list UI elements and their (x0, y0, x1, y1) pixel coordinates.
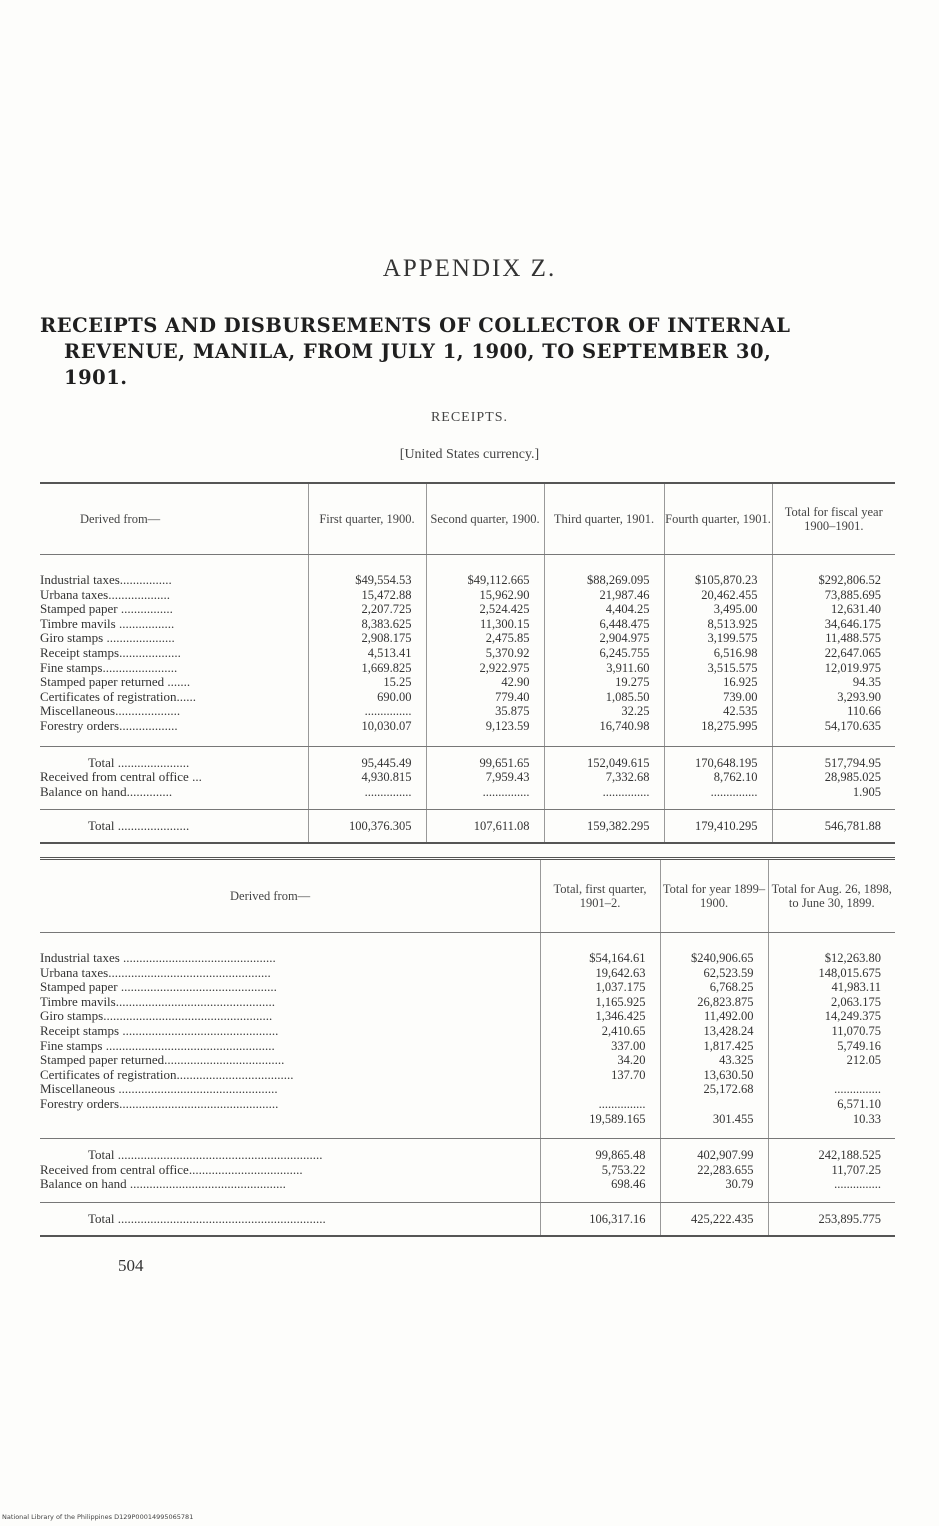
cell-value: 212.05 (768, 1053, 895, 1068)
cell-value: 2,063.175 (768, 995, 895, 1010)
column-header: Derived from— (40, 859, 540, 933)
cell-value: 8,383.625 (308, 617, 426, 632)
cell-value: 15,472.88 (308, 588, 426, 603)
appendix-title: APPENDIX Z. (382, 255, 557, 282)
table-row (40, 933, 895, 966)
table-row (40, 617, 895, 632)
cell-value: 6,245.755 (544, 646, 664, 661)
cell-value: 11,070.75 (768, 1024, 895, 1039)
cell-value: 42.535 (664, 704, 772, 719)
cell-value: 32.25 (544, 704, 664, 719)
cell-value: 54,170.635 (772, 719, 895, 746)
cell-value: 159,382.295 (544, 810, 664, 843)
cell-value: 7,959.43 (426, 770, 544, 785)
cell-value: $49,554.53 (308, 555, 426, 588)
column-header: Third quarter, 1901. (544, 483, 664, 555)
cell-value: 16.925 (664, 675, 772, 690)
cell-value: 106,317.16 (540, 1202, 660, 1235)
cell-value: 107,611.08 (426, 810, 544, 843)
cell-value: 16,740.98 (544, 719, 664, 746)
row-label: Miscellaneous ................................................. (40, 1081, 278, 1097)
row-label: Received from central office................................... (40, 1161, 303, 1177)
cell-value: 779.40 (426, 690, 544, 705)
cell-value: $240,906.65 (660, 933, 768, 966)
table-row (40, 1177, 895, 1202)
cell-value: 1,085.50 (544, 690, 664, 705)
row-label: Timbre mavils................................................. (40, 993, 275, 1009)
main-title-line-1: RECEIPTS AND DISBURSEMENTS OF COLLECTOR OF INTERNAL (40, 314, 791, 337)
table-row (40, 719, 895, 746)
table-row (40, 1112, 895, 1139)
cell-value: 739.00 (664, 690, 772, 705)
table-row (40, 1009, 895, 1024)
section-title: RECEIPTS. (430, 410, 509, 425)
row-label: Fine stamps....................... (40, 659, 178, 675)
cell-value: 148,015.675 (768, 966, 895, 981)
currency-note: [United States currency.] (399, 447, 540, 462)
cell-value: 11,300.15 (426, 617, 544, 632)
row-label: Balance on hand ................................................ (40, 1177, 540, 1202)
row-label: Stamped paper returned..................................... (40, 1052, 285, 1068)
table-row (40, 746, 895, 770)
cell-value: $12,263.80 (768, 933, 895, 966)
row-label: Total ................................................................ (40, 1202, 540, 1235)
row-label: Certificates of registration...... (40, 688, 196, 704)
footer-note: National Library of the Philippines D129P00014995065781 (2, 1513, 194, 1521)
cell-value: 12,631.40 (772, 602, 895, 617)
cell-value: 1.905 (772, 785, 895, 810)
cell-value: 110.66 (772, 704, 895, 719)
cell-value: 3,911.60 (544, 661, 664, 676)
cell-value: 337.00 (540, 1039, 660, 1054)
cell-value: 9,123.59 (426, 719, 544, 746)
table-row (40, 602, 895, 617)
row-label: Received from central office ... (40, 769, 202, 785)
cell-value: 10.33 (768, 1112, 895, 1139)
cell-value: 15.25 (308, 675, 426, 690)
cell-value: 19,642.63 (540, 966, 660, 981)
cell-value: 5,749.16 (768, 1039, 895, 1054)
cell-value: 22,647.065 (772, 646, 895, 661)
cell-value: 1,037.175 (540, 980, 660, 995)
column-header: Fourth quarter, 1901. (664, 483, 772, 555)
cell-value: 19.275 (544, 675, 664, 690)
row-label: Industrial taxes ............................................... (40, 950, 276, 965)
column-header: Second quarter, 1900. (426, 483, 544, 555)
cell-value: 35.875 (426, 704, 544, 719)
cell-value: 517,794.95 (772, 746, 895, 770)
cell-value: 2,207.725 (308, 602, 426, 617)
main-title (40, 313, 900, 391)
column-header: Total for year 1899–1900. (660, 859, 768, 933)
cell-value: 13,428.24 (660, 1024, 768, 1039)
row-label: Forestry orders................................................. (40, 1095, 279, 1111)
table-row (40, 785, 895, 810)
cell-value: 179,410.295 (664, 810, 772, 843)
cell-value: $88,269.095 (544, 555, 664, 588)
cell-value: 301.455 (660, 1112, 768, 1139)
main-title-line-2: REVENUE, MANILA, FROM JULY 1, 1900, TO SEPTEMBER 30, (64, 340, 772, 363)
cell-value: 30.79 (660, 1177, 768, 1202)
table-row (40, 1053, 895, 1068)
table-row (40, 1082, 895, 1097)
cell-value: 402,907.99 (660, 1139, 768, 1163)
cell-value: 95,445.49 (308, 746, 426, 770)
table-row (40, 1068, 895, 1083)
cell-value: 5,370.92 (426, 646, 544, 661)
cell-value (660, 1097, 768, 1112)
cell-value: 18,275.995 (664, 719, 772, 746)
cell-value: ............... (768, 1177, 895, 1202)
cell-value: 2,922.975 (426, 661, 544, 676)
cell-value: 1,165.925 (540, 995, 660, 1010)
cell-value: 698.46 (540, 1177, 660, 1202)
cell-value: 4,930.815 (308, 770, 426, 785)
row-label: Receipt stamps ................................................ (40, 1022, 279, 1038)
cell-value: 2,475.85 (426, 631, 544, 646)
table-row (40, 966, 895, 981)
table-row (40, 631, 895, 646)
cell-value: 1,817.425 (660, 1039, 768, 1054)
cell-value: 6,768.25 (660, 980, 768, 995)
cell-value: ............... (426, 785, 544, 810)
cell-value: 7,332.68 (544, 770, 664, 785)
cell-value: 14,249.375 (768, 1009, 895, 1024)
cell-value: $49,112.665 (426, 555, 544, 588)
table-row (40, 1024, 895, 1039)
cell-value: 2,524.425 (426, 602, 544, 617)
cell-value: 242,188.525 (768, 1139, 895, 1163)
cell-value: 11,488.575 (772, 631, 895, 646)
cell-value: 2,410.65 (540, 1024, 660, 1039)
cell-value: 6,516.98 (664, 646, 772, 661)
cell-value: $292,806.52 (772, 555, 895, 588)
cell-value: 42.90 (426, 675, 544, 690)
cell-value: 20,462.455 (664, 588, 772, 603)
cell-value: 4,404.25 (544, 602, 664, 617)
table-row (40, 1202, 895, 1235)
cell-value: 2,908.175 (308, 631, 426, 646)
page-number: 504 (118, 1256, 144, 1275)
cell-value: 62,523.59 (660, 966, 768, 981)
cell-value: 546,781.88 (772, 810, 895, 843)
cell-value: 4,513.41 (308, 646, 426, 661)
table-row (40, 770, 895, 785)
row-label: Total ...................... (88, 754, 190, 770)
row-label: Forestry orders.................. (40, 719, 308, 746)
table-row (40, 555, 895, 588)
row-label: Miscellaneous.................... (40, 703, 181, 719)
cell-value: 34.20 (540, 1053, 660, 1068)
row-label: Timbre mavils ................. (40, 615, 175, 631)
cell-value (540, 1082, 660, 1097)
cell-value: 3,515.575 (664, 661, 772, 676)
cell-value (768, 1068, 895, 1083)
table-header-row (40, 483, 895, 555)
cell-value: 170,648.195 (664, 746, 772, 770)
cell-value: $54,164.61 (540, 933, 660, 966)
cell-value: 3,199.575 (664, 631, 772, 646)
cell-value: 690.00 (308, 690, 426, 705)
table-row (40, 704, 895, 719)
cell-value: 6,571.10 (768, 1097, 895, 1112)
table-row (40, 588, 895, 603)
cell-value: 26,823.875 (660, 995, 768, 1010)
table-row (40, 675, 895, 690)
column-header: Total for fiscal year 1900–1901. (772, 483, 895, 555)
column-header: Total, first quarter, 1901–2. (540, 859, 660, 933)
table-row (40, 995, 895, 1010)
cell-value: 73,885.695 (772, 588, 895, 603)
row-label: Total ...................... (40, 810, 308, 843)
row-label: Industrial taxes................ (40, 572, 172, 587)
cell-value: 94.35 (772, 675, 895, 690)
row-label: Balance on hand.............. (40, 785, 308, 810)
table-row (40, 1139, 895, 1163)
cell-value: 1,346.425 (540, 1009, 660, 1024)
cell-value: ............... (308, 704, 426, 719)
cell-value: 11,492.00 (660, 1009, 768, 1024)
table-row (40, 690, 895, 705)
row-label: Giro stamps ..................... (40, 630, 175, 646)
cell-value: 253,895.775 (768, 1202, 895, 1235)
table-row (40, 1163, 895, 1178)
cell-value: ............... (544, 785, 664, 810)
row-label: Urbana taxes................... (40, 586, 170, 602)
table-header-row (40, 859, 895, 933)
cell-value: 100,376.305 (308, 810, 426, 843)
receipts-table-1 (40, 482, 895, 844)
cell-value: 137.70 (540, 1068, 660, 1083)
row-label: Giro stamps.................................................... (40, 1008, 273, 1024)
receipts-table-2 (40, 857, 895, 1237)
cell-value: 21,987.46 (544, 588, 664, 603)
cell-value: 43.325 (660, 1053, 768, 1068)
cell-value: ............... (540, 1097, 660, 1112)
cell-value: 22,283.655 (660, 1163, 768, 1178)
cell-value: 99,651.65 (426, 746, 544, 770)
cell-value: ............... (308, 785, 426, 810)
cell-value: 19,589.165 (540, 1112, 660, 1139)
cell-value: 1,669.825 (308, 661, 426, 676)
table-row (40, 661, 895, 676)
row-label: Stamped paper returned ....... (40, 674, 191, 690)
cell-value: 152,049.615 (544, 746, 664, 770)
cell-value: 41,983.11 (768, 980, 895, 995)
cell-value: 25,172.68 (660, 1082, 768, 1097)
cell-value: 99,865.48 (540, 1139, 660, 1163)
cell-value: 8,513.925 (664, 617, 772, 632)
cell-value: 13,630.50 (660, 1068, 768, 1083)
row-label: Urbana taxes.................................................. (40, 964, 271, 980)
cell-value: 12,019.975 (772, 661, 895, 676)
row-label: Total ............................................................... (88, 1147, 323, 1163)
cell-value: 3,293.90 (772, 690, 895, 705)
cell-value: 11,707.25 (768, 1163, 895, 1178)
cell-value: ............... (664, 785, 772, 810)
row-label: Certificates of registration.................................... (40, 1066, 294, 1082)
cell-value: ............... (768, 1082, 895, 1097)
row-label (40, 1112, 540, 1139)
row-label: Fine stamps .................................................... (40, 1037, 275, 1053)
cell-value: 6,448.475 (544, 617, 664, 632)
table-row (40, 810, 895, 843)
table-row (40, 980, 895, 995)
cell-value: 8,762.10 (664, 770, 772, 785)
table-row (40, 1097, 895, 1112)
column-header: Derived from— (40, 483, 308, 555)
table-row (40, 1039, 895, 1054)
cell-value: 10,030.07 (308, 719, 426, 746)
cell-value: 15,962.90 (426, 588, 544, 603)
cell-value: 5,753.22 (540, 1163, 660, 1178)
cell-value: 34,646.175 (772, 617, 895, 632)
main-title-line-3: 1901. (64, 366, 128, 389)
row-label: Stamped paper ................................................ (40, 979, 277, 995)
column-header: First quarter, 1900. (308, 483, 426, 555)
cell-value: 28,985.025 (772, 770, 895, 785)
row-label: Receipt stamps................... (40, 644, 181, 660)
cell-value: $105,870.23 (664, 555, 772, 588)
cell-value: 2,904.975 (544, 631, 664, 646)
column-header: Total for Aug. 26, 1898, to June 30, 1899. (768, 859, 895, 933)
cell-value: 3,495.00 (664, 602, 772, 617)
row-label: Stamped paper ................ (40, 601, 173, 617)
table-row (40, 646, 895, 661)
cell-value: 425,222.435 (660, 1202, 768, 1235)
